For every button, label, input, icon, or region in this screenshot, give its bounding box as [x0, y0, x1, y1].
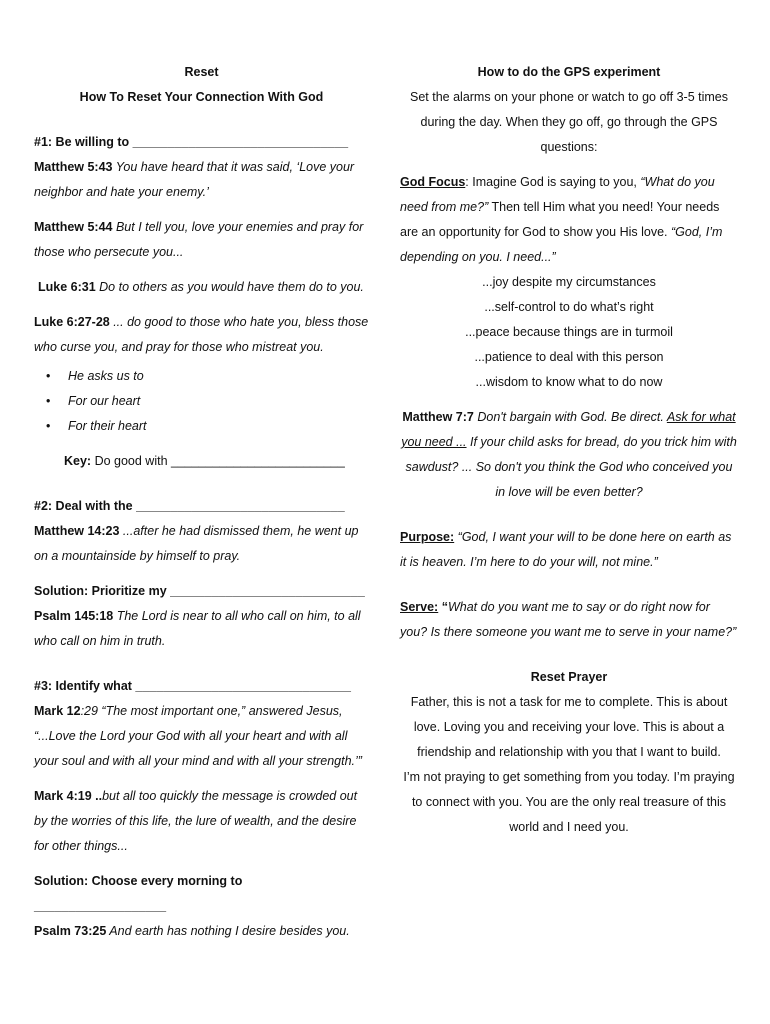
god-focus-label: God Focus	[400, 175, 466, 189]
solution-prioritize: Solution: Prioritize my ____________________________	[34, 584, 365, 598]
verse-text-2: If your child asks for bread, do you trick him with sawdust? ... So don't you think the God who conceived you in love will be even better?	[405, 435, 737, 499]
section-1-heading: #1: Be willing to _______________________________	[34, 135, 349, 149]
verse-ref: Matthew 5:43	[34, 160, 113, 174]
list-item: • He asks us to	[68, 364, 369, 389]
reset-title: Reset	[184, 65, 219, 79]
verse-text: ... do good to those who hate you, bless those who curse you, and pray for those who mistreat you.	[34, 315, 369, 354]
serve-quote: “	[438, 600, 448, 614]
verse-text: :29 “The most important one,” answered Jesus, “...Love the Lord your God with all your heart and with all your soul and with all your mind and with all your strength.’”	[34, 704, 362, 768]
verse-ref: Matthew 14:23	[34, 524, 120, 538]
verse-text: And earth has nothing I desire besides you.	[106, 924, 350, 938]
purpose-paragraph	[400, 525, 738, 575]
verse-ref: Matthew 5:44	[34, 220, 113, 234]
verse-text: but all too quickly the message is crowded out by the worries of this life, the lure of wealth, and the desire for other things...	[34, 789, 358, 853]
purpose-text: “God, I want your will to be done here on earth as it is heaven. I’m here to do your will, not mine.”	[400, 530, 732, 569]
list-item: • For their heart	[68, 414, 369, 439]
gps-intro: Set the alarms on your phone or watch to go off 3-5 times during the day. When they go off, go through the GPS questions:	[410, 90, 728, 154]
bullet-list	[34, 364, 369, 439]
left-column	[34, 60, 369, 944]
right-column	[400, 60, 738, 840]
reset-subtitle: How To Reset Your Connection With God	[79, 90, 324, 104]
verse-psalm-73-25	[34, 919, 369, 944]
verse-ref: Mark 4:19 ..	[34, 789, 103, 803]
needs-list	[400, 270, 738, 395]
verse-matthew-7-7	[400, 405, 738, 505]
prayer-paragraph-2: I’m not praying to get something from you today. I’m praying to connect with you. You are the only real treasure of this world and I need you.	[403, 770, 735, 834]
verse-matthew-14-23	[34, 519, 369, 569]
verse-luke-6-31	[34, 275, 369, 300]
verse-psalm-145-18	[34, 604, 369, 654]
focus-text: : Imagine God is saying to you,	[465, 175, 641, 189]
prayer-paragraph-1: Father, this is not a task for me to complete. This is about love. Loving you and receiving your love. This is about a friendship and relationship with you that I want to build.	[410, 695, 728, 759]
god-focus-paragraph	[400, 170, 738, 270]
key-text: Do good with _________________________	[91, 454, 345, 468]
verse-text: But I tell you, love your enemies and pray for those who persecute you...	[34, 220, 364, 259]
verse-mark-4-19	[34, 784, 369, 859]
list-item: ...peace because things are in turmoil	[465, 325, 673, 339]
verse-text: Do to others as you would have them do to you.	[95, 280, 364, 294]
serve-text: What do you want me to say or do right now for you? Is there someone you want me to serve in your name?”	[400, 600, 737, 639]
serve-paragraph	[400, 595, 738, 645]
prayer-title: Reset Prayer	[530, 670, 608, 684]
verse-text: You have heard that it was said, ‘Love your neighbor and hate your enemy.’	[34, 160, 355, 199]
verse-ref: Psalm 145:18	[34, 609, 114, 623]
list-item: ...patience to deal with this person	[474, 350, 664, 364]
verse-ref: Psalm 73:25	[34, 924, 107, 938]
verse-matthew-5-44	[34, 215, 369, 265]
verse-ref: Luke 6:27-28	[34, 315, 110, 329]
purpose-label: Purpose:	[400, 530, 455, 544]
list-item: ...self-control to do what’s right	[484, 300, 654, 314]
key-label: Key:	[64, 454, 92, 468]
section-3-heading: #3: Identify what _______________________________	[34, 679, 351, 693]
verse-ref: Luke 6:31	[38, 280, 96, 294]
focus-question-2: “God, I’m depending on you. I need...”	[400, 225, 723, 264]
verse-text: The Lord is near to all who call on him, to all who call on him in truth.	[34, 609, 361, 648]
verse-mark-12	[34, 699, 369, 774]
key-line	[34, 449, 369, 474]
list-item: ...joy despite my circumstances	[482, 275, 656, 289]
section-2-heading: #2: Deal with the ______________________________	[34, 499, 345, 513]
verse-ref: Mark 12	[34, 704, 81, 718]
verse-ref: Matthew 7:7	[402, 410, 474, 424]
verse-luke-6-27	[34, 310, 369, 360]
serve-label: Serve:	[400, 600, 439, 614]
solution-choose: Solution: Choose every morning to ___________________	[34, 874, 243, 913]
verse-text: Don't bargain with God. Be direct.	[473, 410, 667, 424]
list-item: ...wisdom to know what to do now	[475, 375, 663, 389]
verse-text-underlined: Ask for what you need ...	[401, 410, 736, 449]
verse-matthew-5-43	[34, 155, 369, 205]
verse-text: ...after he had dismissed them, he went up on a mountainside by himself to pray.	[34, 524, 359, 563]
focus-question: “What do you need from me?”	[400, 175, 715, 214]
focus-text-2: Then tell Him what you need! Your needs are an opportunity for God to show you His love.	[400, 200, 720, 239]
gps-title: How to do the GPS experiment	[477, 65, 661, 79]
list-item: • For our heart	[68, 389, 369, 414]
